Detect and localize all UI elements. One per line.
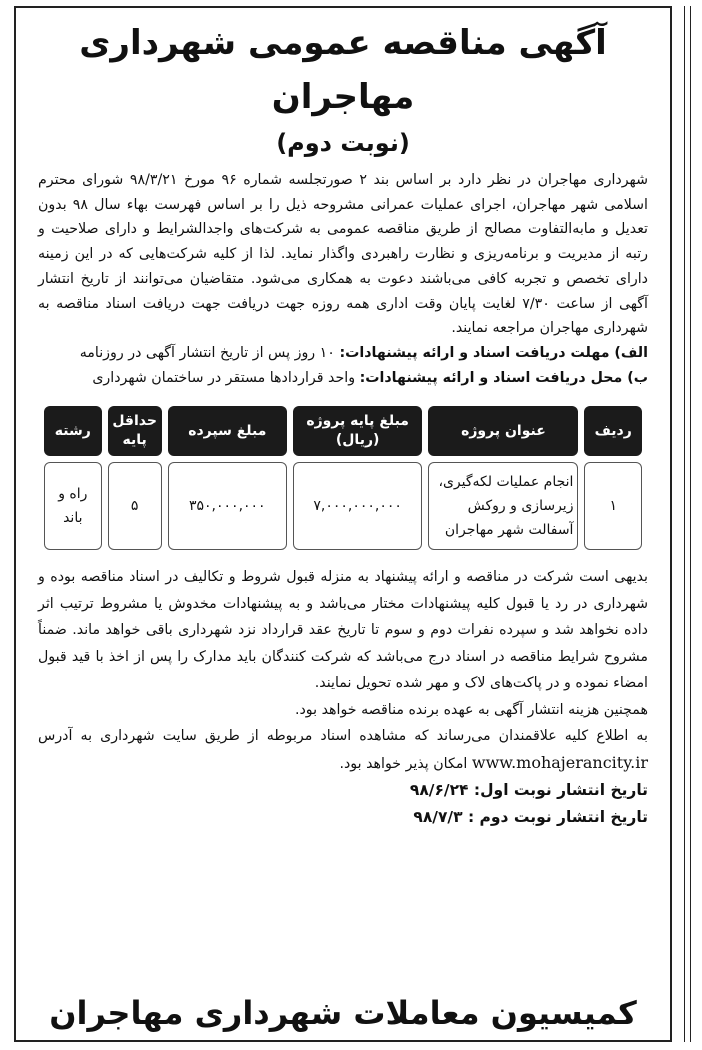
ad-title: آگهی مناقصه عمومی شهرداری مهاجران [79, 23, 607, 117]
cost-note: همچنین هزینه انتشار آگهی به عهده برنده مناقصه خواهد بود. [294, 701, 648, 718]
location-value: واحد قراردادها مستقر در ساختمان شهرداری [92, 369, 360, 386]
site-note-end: امکان پذیر خواهد بود. [339, 755, 472, 772]
header-deposit-amount: مبلغ سپرده [168, 406, 287, 456]
cell-row-number: ۱ [584, 462, 642, 550]
header-row-number: ردیف [584, 406, 642, 456]
site-note [38, 723, 648, 777]
deadline-value: ۱۰ روز پس از تاریخ انتشار آگهی در روزنامه [79, 344, 340, 361]
header-base-amount: مبلغ پایه پروژه (ریال) [293, 406, 423, 456]
cell-field: راه و باند [44, 462, 102, 550]
page-edge-rule-secondary [690, 6, 691, 1042]
cell-min-grade: ۵ [108, 462, 162, 550]
terms-paragraph: بدیهی است شرکت در مناقصه و ارائه پیشنهاد به منزله قبول شروط و تکالیف در اسناد مناقصه بوده و شهرداری در رد یا قبول کلیه پیشنهادات مختار می‌باشد و به پیشنهادات مخدوش یا مشروط ترتیب اثر داده نخواهد شد و سپرده نفرات دوم و سوم تا تاریخ عقد قرارداد نزد شهرداری باقی خواهد ماند. ضمناً مشروح شرایط مناقصه در اسناد درج می‌باشد که شرکت کنندگان باید مدارک را پس از اخذ با قید قبول امضاء نموده و در پاکت‌های لاک و مهر شده تحویل نمایند. [38, 569, 648, 692]
first-publication-date: تاریخ انتشار نوبت اول: ۹۸/۶/۲۴ [409, 781, 648, 800]
deadline-label: الف) مهلت دریافت اسناد و ارائه پیشنهادات: [339, 344, 648, 361]
table-row [44, 462, 642, 550]
cell-base-amount: ۷,۰۰۰,۰۰۰,۰۰۰ [293, 462, 423, 550]
tender-table [38, 400, 648, 556]
advertisement-frame [14, 6, 672, 1042]
site-note-text: به اطلاع کلیه علاقمندان می‌رساند که مشاهده اسناد مربوطه از طریق سایت شهرداری به آدرس [38, 728, 648, 745]
ad-footer-signature: کمیسیون معاملات شهرداری مهاجران [49, 994, 637, 1032]
table-header-row [44, 406, 642, 456]
deadline-line [38, 341, 648, 366]
cell-project-title: انجام عملیات لکه‌گیری، زیرسازی و روکش آسفالت شهر مهاجران [428, 462, 578, 550]
ad-subtitle: (نوبت دوم) [276, 129, 410, 157]
location-line [38, 366, 648, 391]
location-label: ب) محل دریافت اسناد و ارائه پیشنهادات: [359, 369, 648, 386]
cell-deposit-amount: ۳۵۰,۰۰۰,۰۰۰ [168, 462, 287, 550]
header-project-title: عنوان پروژه [428, 406, 578, 456]
header-field: رشته [44, 406, 102, 456]
page-edge-rule [684, 6, 685, 1042]
header-min-grade: حداقل پایه [108, 406, 162, 456]
site-url-link[interactable]: www.mohajerancity.ir [471, 752, 648, 772]
advertisement-content [16, 8, 670, 1040]
second-publication-date: تاریخ انتشار نوبت دوم : ۹۸/۷/۳ [413, 808, 648, 827]
intro-paragraph: شهرداری مهاجران در نظر دارد بر اساس بند ۲ صورتجلسه شماره ۹۶ مورخ ۹۸/۳/۲۱ شورای محترم اسلامی شهر مهاجران، اجرای عملیات عمرانی مشروحه ذیل را بر اساس فهرست بهاء سال ۹۸ بدون تعدیل و مابه‌التفاوت مصالح از طریق مناقصه عمومی به شرکت‌های واجدالشرایط و دارای صلاحیت و رتبه از مدیریت و برنامه‌ریزی و نظارت راهبردی واگذار نماید. لذا از کلیه شرکت‌هایی که در این زمینه دارای تخصص و تجربه کافی می‌باشند دعوت به همکاری می‌شود. متقاضیان می‌توانند از تاریخ انتشار آگهی از ساعت ۷/۳۰ لغایت پایان وقت اداری همه روزه جهت دریافت جهت دریافت اسناد مناقصه به شهرداری مهاجران مراجعه نمایند. [38, 172, 649, 337]
